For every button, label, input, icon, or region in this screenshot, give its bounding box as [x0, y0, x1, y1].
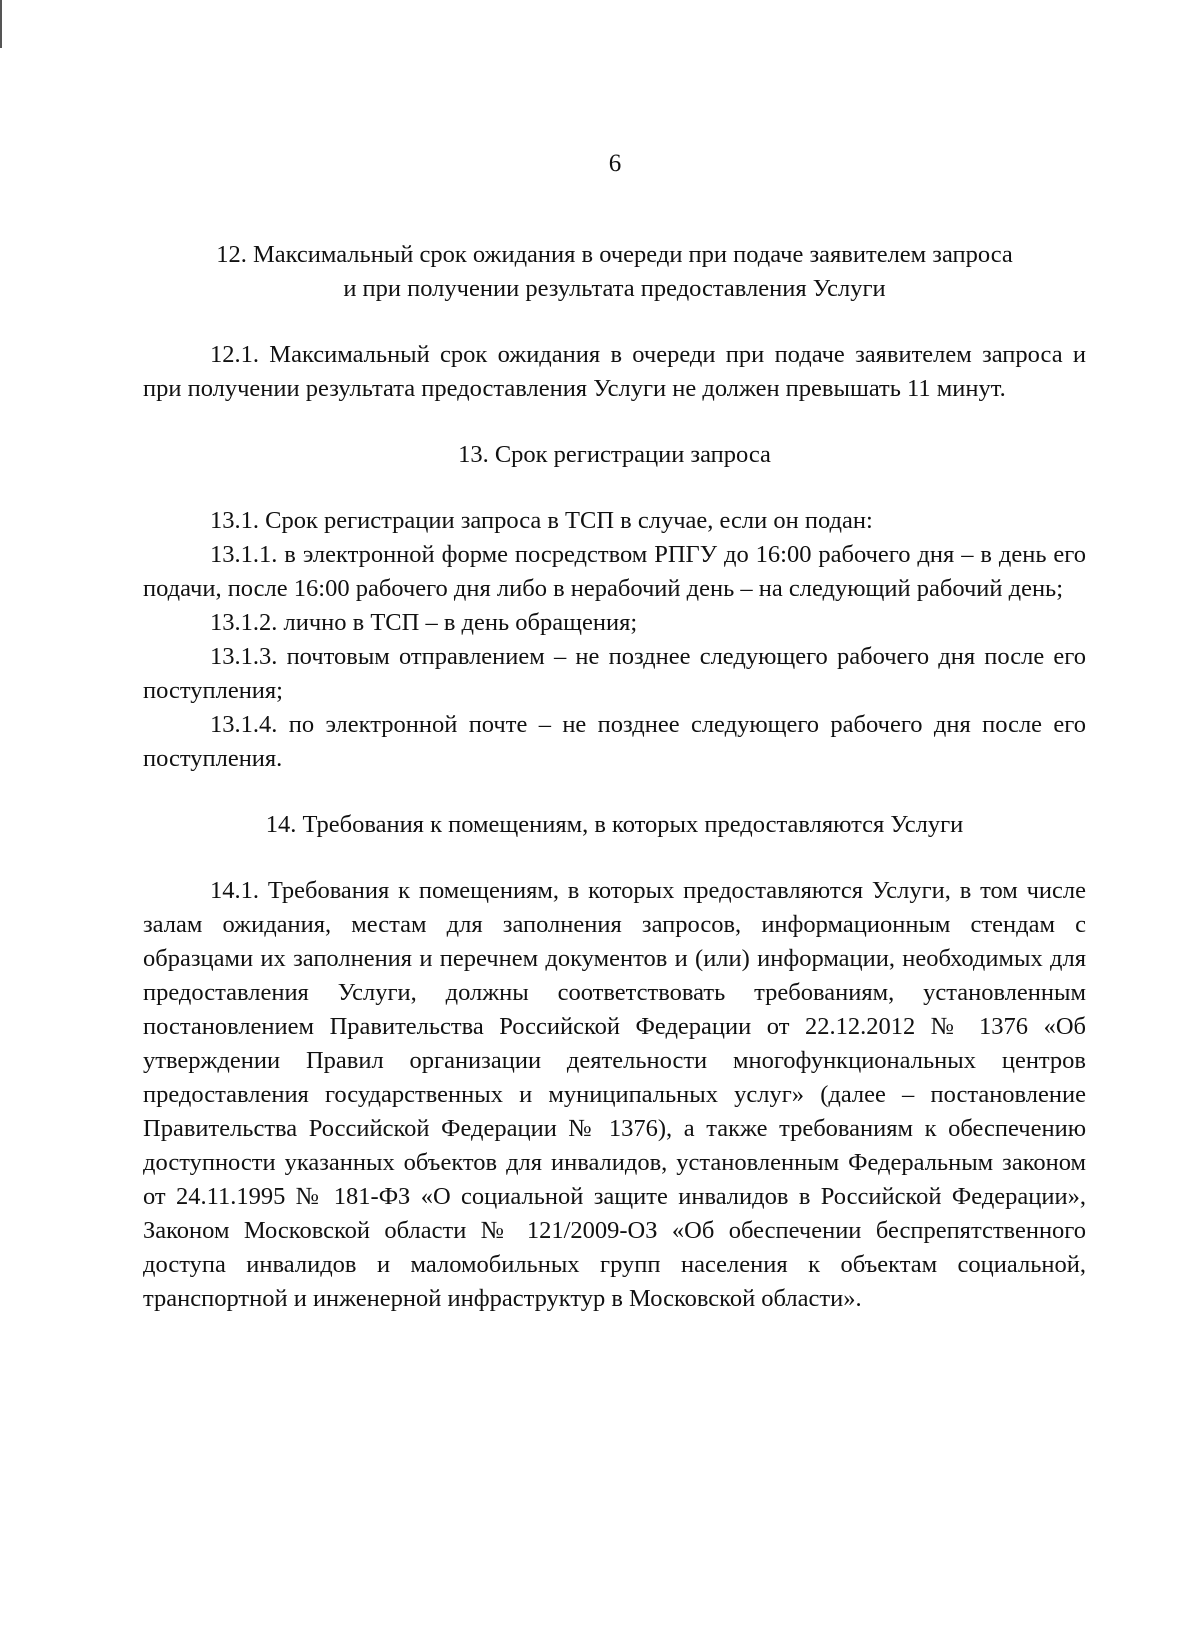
section-12-heading	[143, 238, 1086, 306]
paragraph-13-1: 13.1. Срок регистрации запроса в ТСП в случае, если он подан:	[210, 507, 873, 534]
paragraph-13-1-3: 13.1.3. почтовым отправлением – не позднее следующего рабочего дня после его поступления;	[143, 643, 1086, 704]
section-14-heading: 14. Требования к помещениям, в которых предоставляются Услуги	[265, 811, 964, 838]
section-12-heading-line1: 12. Максимальный срок ожидания в очереди при подаче заявителем запроса	[216, 241, 1013, 268]
scan-edge-line	[0, 0, 2, 48]
section-12-heading-line2: и при получении результата предоставления Услуги	[343, 275, 886, 302]
paragraph-13-1-1: 13.1.1. в электронной форме посредством РПГУ до 16:00 рабочего дня – в день его подачи, после 16:00 рабочего дня либо в нерабочий день – на следующий рабочий день;	[143, 541, 1086, 602]
section-13-heading: 13. Срок регистрации запроса	[458, 441, 771, 468]
paragraph-13-1-2: 13.1.2. лично в ТСП – в день обращения;	[210, 609, 638, 636]
paragraph-12-1: 12.1. Максимальный срок ожидания в очереди при подаче заявителем запроса и при получении результата предоставления Услуги не должен превышать 11 минут.	[143, 341, 1086, 402]
document-body	[143, 238, 1086, 1316]
paragraph-14-1: 14.1. Требования к помещениям, в которых предоставляются Услуги, в том числе залам ожидания, местам для заполнения запросов, информационным стендам с образцами их заполнения и перечнем документов и (или) информации, необходимых для предоставления Услуги, должны соответствовать требованиям, установленным постановлением Правительства Российской Федерации от 22.12.2012 № 1376 «Об утверждении Правил организации деятельности многофункциональных центров предоставления государственных и муниципальных услуг» (далее – постановление Правительства Российской Федерации № 1376), а также требованиям к обеспечению доступности указанных объектов для инвалидов, установленным Федеральным законом от 24.11.1995 № 181-ФЗ «О социальной защите инвалидов в Российской Федерации», Законом Московской области № 121/2009-ОЗ «Об обеспечении беспрепятственного доступа инвалидов и маломобильных групп населения к объектам социальной, транспортной и инженерной инфраструктур в Московской области».	[143, 877, 1086, 1312]
paragraph-13-1-4: 13.1.4. по электронной почте – не позднее следующего рабочего дня после его поступления.	[143, 711, 1086, 772]
page-number: 6	[608, 150, 622, 177]
